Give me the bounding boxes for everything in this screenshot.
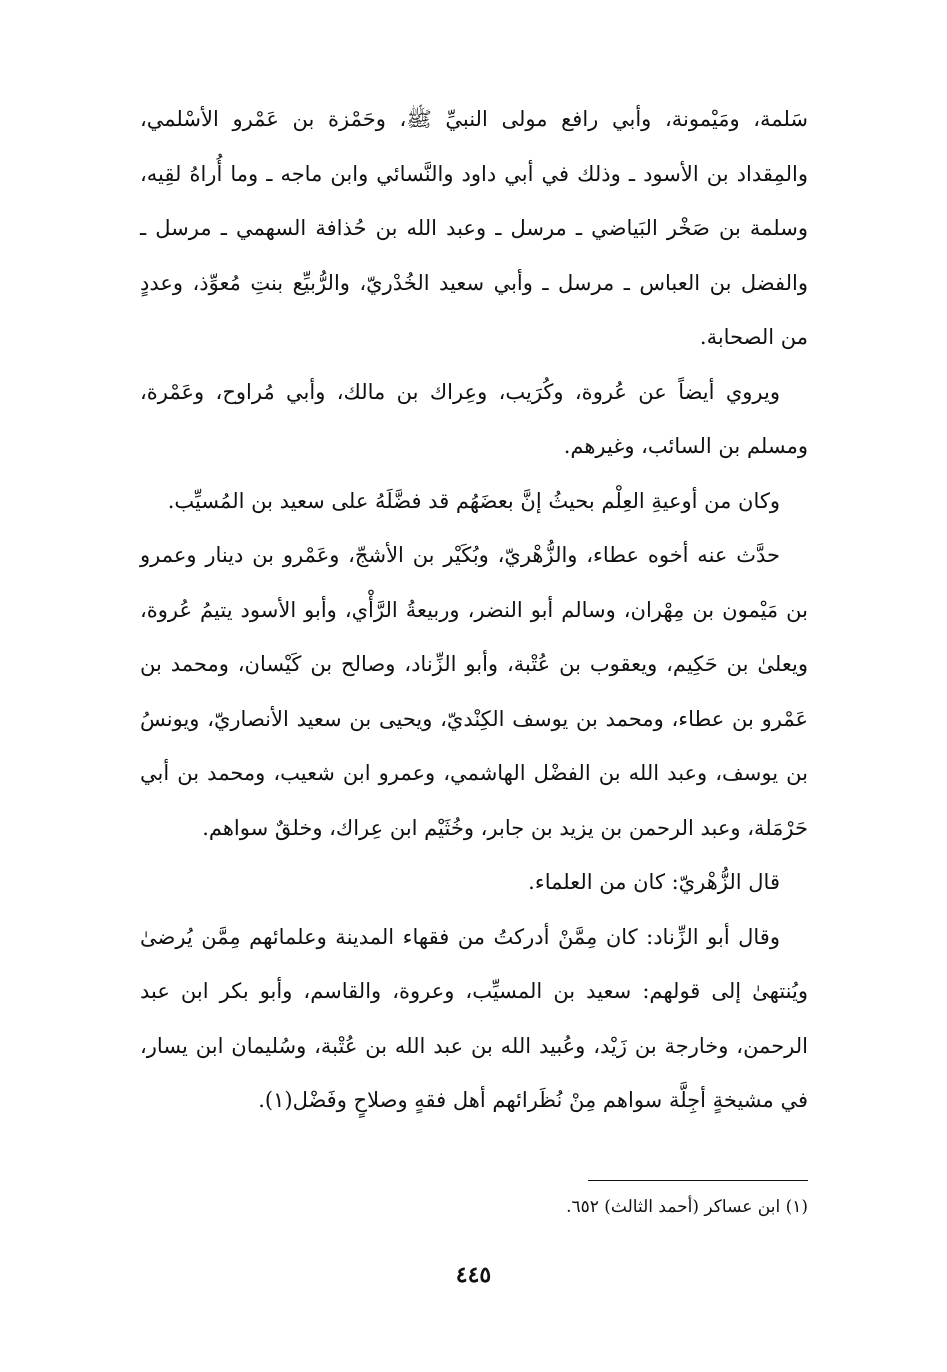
main-text xyxy=(140,92,808,1128)
footnote: (١) ابن عساكر (أحمد الثالث) ٦٥٢. xyxy=(566,1197,808,1217)
paragraph-knowledge: وكان من أوعيةِ العِلْم بحيثُ إنَّ بعضَهُم قد فضَّلَهُ على سعيد بن المُسيِّب. xyxy=(167,488,780,513)
paragraph-narrators: حدَّث عنه أخوه عطاء، والزُّهْريّ، وبُكَيْر بن الأشجّ، وعَمْرو بن دينار وعمرو بن مَيْمون بن مِهْران، وسالم أبو النضر، وربيعةُ الرَّأْي، وأبو الأسود يتيمُ عُروة، ويعلىٰ بن حَكِيم، ويعقوب بن عُتْبة، وأبو الزِّناد، وصالح بن كَيْسان، ومحمد بن عَمْرو بن عطاء، ومحمد بن يوسف الكِنْديّ، ويحيى بن سعيد الأنصاريّ، ويونسُ بن يوسف، وعبد الله بن الفضْل الهاشمي، وعمرو ابن شعيب، ومحمد بن أبي حَرْمَلة، وعبد الرحمن بن يزيد بن جابر، وخُثَيْم ابن عِراك، وخلقٌ سواهم. xyxy=(140,543,808,840)
paragraph-narrates-from: ويروي أيضاً عن عُروة، وكُرَيب، وعِراك بن مالك، وأبي مُراوح، وعَمْرة، ومسلم بن السائب، وغيرهم. xyxy=(140,379,808,458)
paragraph-companions: سَلمة، ومَيْمونة، وأبي رافع مولى النبيِّ ﷺ، وحَمْزة بن عَمْرو الأسْلمي، والمِقداد بن الأسود ـ وذلك في أبي داود والنَّسائي وابن ماجه ـ وما أُراهُ لقِيه، وسلمة بن صَخْر البَياضي ـ مرسل ـ وعبد الله بن حُذافة السهمي ـ مرسل ـ والفضل بن العباس ـ مرسل ـ وأبي سعيد الخُدْريّ، والرُّبيِّع بنتِ مُعوِّذ، وعددٍ من الصحابة. xyxy=(140,107,808,349)
page-number: ٤٤٥ xyxy=(455,1262,492,1288)
paragraph-zuhri-quote: قال الزُّهْريّ: كان من العلماء. xyxy=(528,870,780,894)
footnote-divider xyxy=(588,1180,808,1181)
paragraph-abu-zinad-quote: وقال أبو الزِّناد: كان مِمَّنْ أدركتُ من فقهاء المدينة وعلمائهم مِمَّن يُرضىٰ ويُنتهىٰ إلى قولهم: سعيد بن المسيِّب، وعروة، والقاسم، وأبو بكر ابن عبد الرحمن، وخارجة بن زَيْد، وعُبيد الله بن عبد الله بن عُتْبة، وسُليمان ابن يسار، في مشيخةٍ أجِلَّة سواهم مِنْ نُظَرائهم أهل فقهٍ وصلاحٍ وفَضْل(١). xyxy=(140,924,808,1112)
